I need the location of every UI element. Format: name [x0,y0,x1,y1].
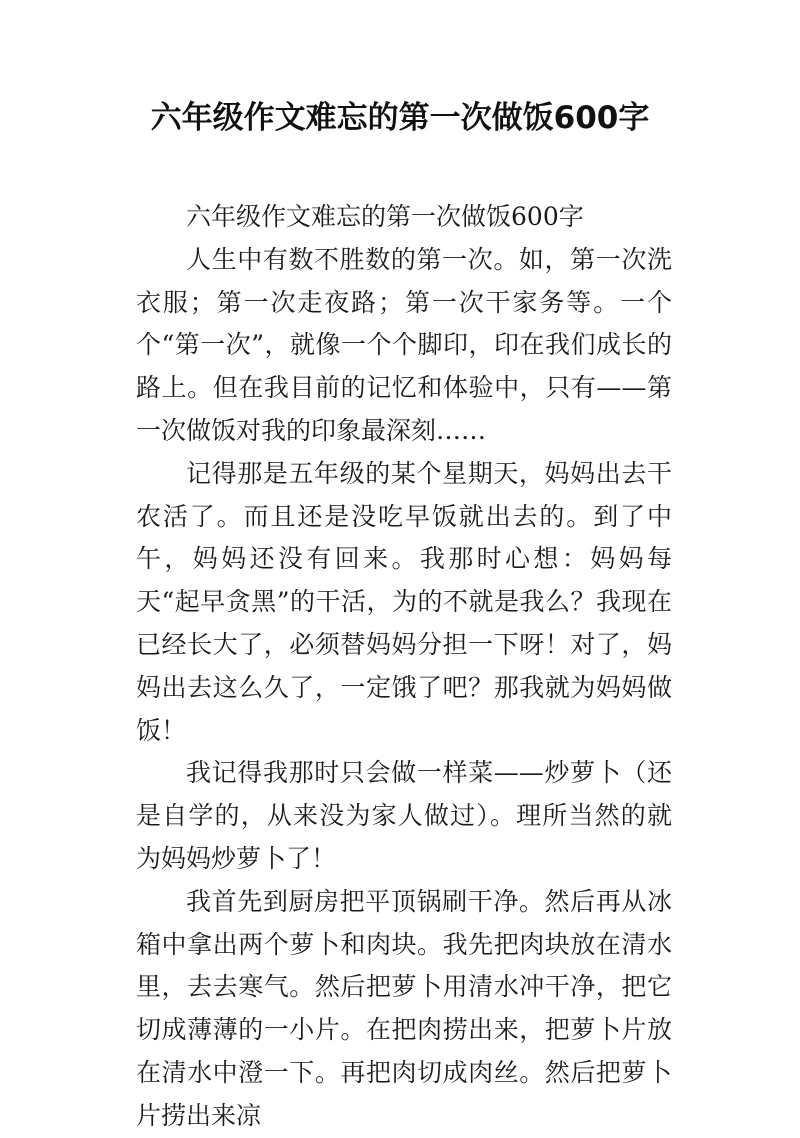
paragraph-intro: 人生中有数不胜数的第一次。如，第一次洗衣服；第一次走夜路；第一次干家务等。一个个“第一次”，就像一个个脚印，印在我们成长的路上。但在我目前的记忆和体验中，只有——第一次做饭对我的印象最深刻…… [136,244,672,445]
paragraph-cooking-steps: 我首先到厨房把平顶锅刷干净。然后再从冰箱中拿出两个萝卜和肉块。我先把肉块放在清水里，去去寒气。然后把萝卜用清水冲干净，把它切成薄薄的一小片。在把肉捞出来，把萝卜片放在清水中澄一下。再把肉切成肉丝。然后把萝卜片捞出来凉 [136,886,672,1130]
paragraph-background: 记得那是五年级的某个星期天，妈妈出去干农活了。而且还是没吃早饭就出去的。到了中午，妈妈还没有回来。我那时心想：妈妈每天“起早贪黑”的干活，为的不就是我么？我现在已经长大了，必须替妈妈分担一下呀！对了，妈妈出去这么久了，一定饿了吧？那我就为妈妈做饭！ [136,458,672,745]
paragraph-dish-choice: 我记得我那时只会做一样菜——炒萝卜（还是自学的，从来没为家人做过）。理所当然的就为妈妈炒萝卜了！ [136,758,672,873]
essay-body [136,196,672,1138]
page-title: 六年级作文难忘的第一次做饭600字 [150,100,650,136]
paragraph-subtitle: 六年级作文难忘的第一次做饭600字 [186,202,584,231]
